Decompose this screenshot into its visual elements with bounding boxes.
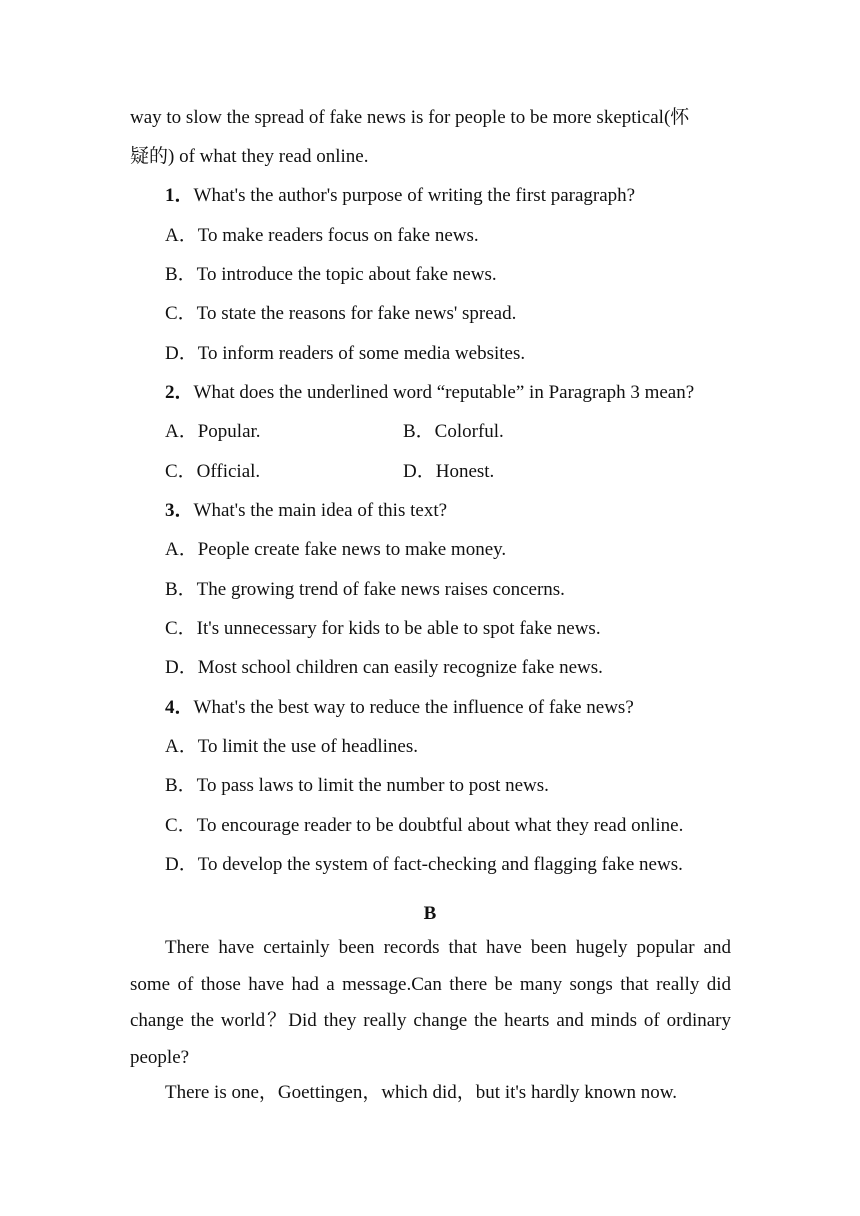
option-3c: C．It's unnecessary for kids to be able to spot fake news. bbox=[165, 618, 601, 639]
option-3d: D．Most school children can easily recognize fake news. bbox=[165, 657, 603, 678]
question-number: 2． bbox=[165, 382, 194, 403]
question-1 bbox=[165, 184, 635, 208]
option-1c: C．To state the reasons for fake news' spread. bbox=[165, 303, 517, 324]
passage-b-paragraph-1: There have certainly been records that have been hugely popular and some of those have had a message.Can there be many songs that really did change the world？Did they really change the hearts and minds of ordinary people? bbox=[130, 937, 731, 1068]
option-2d: D．Honest. bbox=[403, 461, 495, 482]
question-stem: What's the best way to reduce the influence of fake news? bbox=[193, 697, 634, 718]
question-number: 3． bbox=[165, 500, 194, 521]
option-1b: B．To introduce the topic about fake news. bbox=[165, 264, 497, 285]
option-4d: D．To develop the system of fact-checking and flagging fake news. bbox=[165, 854, 683, 875]
question-number: 4． bbox=[165, 697, 194, 718]
option-3a: A．People create fake news to make money. bbox=[165, 539, 507, 560]
question-4 bbox=[165, 696, 634, 720]
question-stem: What does the underlined word “reputable” in Paragraph 3 mean? bbox=[193, 382, 695, 403]
passage-text-line: way to slow the spread of fake news is for people to be more skeptical(怀 bbox=[130, 107, 690, 128]
option-2b: B．Colorful. bbox=[403, 421, 504, 442]
option-1d: D．To inform readers of some media websites. bbox=[165, 343, 526, 364]
question-stem: What's the author's purpose of writing the first paragraph? bbox=[193, 185, 636, 206]
option-2c: C．Official. bbox=[165, 461, 261, 482]
option-1a: A．To make readers focus on fake news. bbox=[165, 225, 479, 246]
passage-b-paragraph-2: There is one，Goettingen，which did，but it's hardly known now. bbox=[165, 1082, 677, 1103]
option-2a: A．Popular. bbox=[165, 421, 261, 442]
passage-text-line: 疑的) of what they read online. bbox=[130, 146, 369, 167]
question-3 bbox=[165, 499, 447, 523]
option-4c: C．To encourage reader to be doubtful about what they read online. bbox=[165, 815, 684, 836]
option-4a: A．To limit the use of headlines. bbox=[165, 736, 419, 757]
question-stem: What's the main idea of this text? bbox=[193, 500, 448, 521]
question-number: 1． bbox=[165, 185, 194, 206]
option-4b: B．To pass laws to limit the number to post news. bbox=[165, 775, 549, 796]
question-2 bbox=[165, 381, 694, 405]
option-3b: B．The growing trend of fake news raises concerns. bbox=[165, 579, 565, 600]
section-heading: B bbox=[423, 903, 437, 924]
